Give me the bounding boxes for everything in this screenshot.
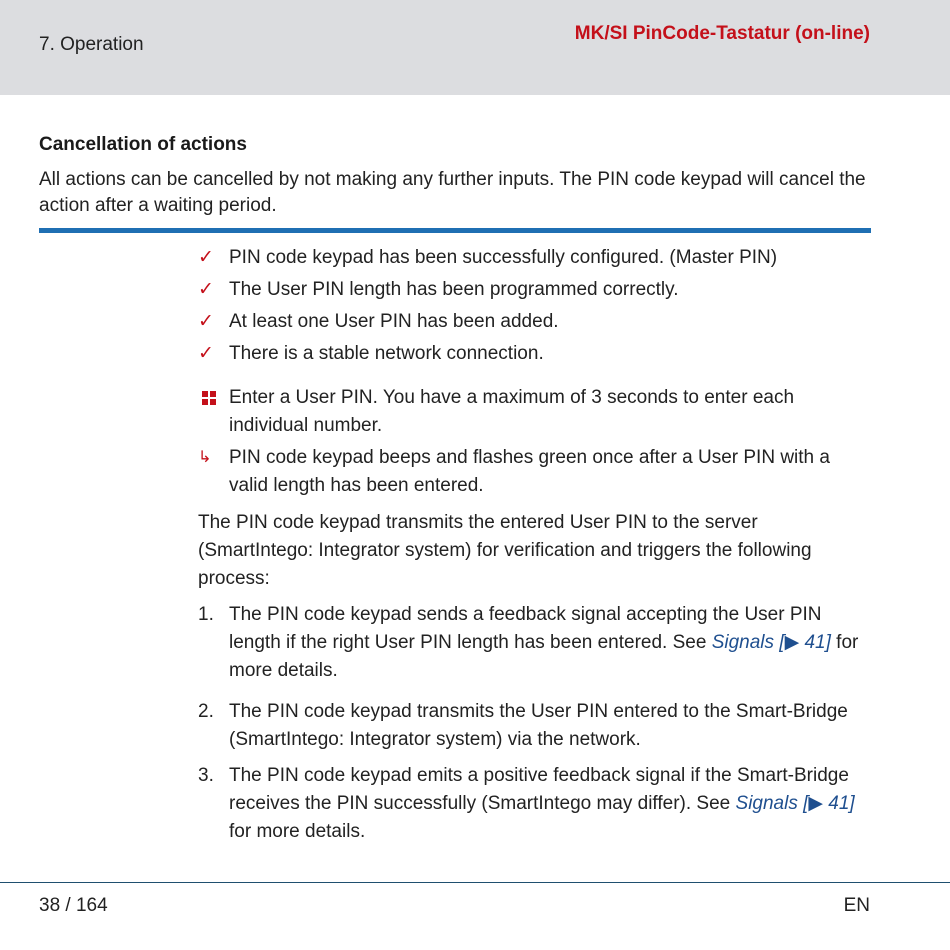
prerequisite-text: The User PIN length has been programmed correctly. [229, 279, 679, 300]
section-divider [39, 228, 871, 233]
step-text: Enter a User PIN. You have a maximum of 3 seconds to enter each individual number. [229, 387, 795, 436]
signals-link[interactable]: Signals [▶ 41] [735, 793, 855, 814]
page-number: 38 / 164 [39, 895, 108, 916]
footer-divider [0, 882, 950, 883]
prerequisite-text: At least one User PIN has been added. [229, 311, 559, 332]
prerequisite-text: There is a stable network connection. [229, 343, 544, 364]
section-heading: Cancellation of actions [39, 134, 247, 155]
result-arrow-icon: ↳ [198, 449, 212, 466]
item-number: 3. [198, 765, 214, 786]
page-header [0, 0, 950, 95]
section-body-text: All actions can be cancelled by not making any further inputs. The PIN code keypad will cancel the action after a waiting period. [39, 169, 866, 216]
item-number: 2. [198, 701, 214, 722]
item-text: The PIN code keypad sends a feedback signal accepting the User PIN length if the right User PIN length has been entered. See Signals [▶ 41] for more details. [229, 604, 859, 681]
check-icon: ✓ [198, 311, 214, 332]
document-title: MK/SI PinCode-Tastatur (on-line) [574, 23, 870, 44]
item-text: The PIN code keypad emits a positive feedback signal if the Smart-Bridge receives the PIN successfully (SmartIntego may differ). See Signals [▶ 41] for more details. [229, 765, 855, 842]
process-paragraph: The PIN code keypad transmits the entered User PIN to the server (SmartIntego: Integrator system) for verification and triggers the following process: [198, 512, 812, 589]
check-icon: ✓ [198, 247, 214, 268]
check-icon: ✓ [198, 279, 214, 300]
item-number: 1. [198, 604, 214, 625]
signals-link[interactable]: Signals [▶ 41] [711, 632, 831, 653]
chapter-title: 7. Operation [39, 34, 144, 55]
result-text: PIN code keypad beeps and flashes green once after a User PIN with a valid length has been entered. [229, 447, 830, 496]
step-grid-icon [202, 391, 216, 405]
item-text: The PIN code keypad transmits the User PIN entered to the Smart-Bridge (SmartIntego: Integrator system) via the network. [229, 701, 848, 750]
check-icon: ✓ [198, 343, 214, 364]
language-code: EN [843, 895, 870, 916]
prerequisite-text: PIN code keypad has been successfully configured. (Master PIN) [229, 247, 778, 268]
